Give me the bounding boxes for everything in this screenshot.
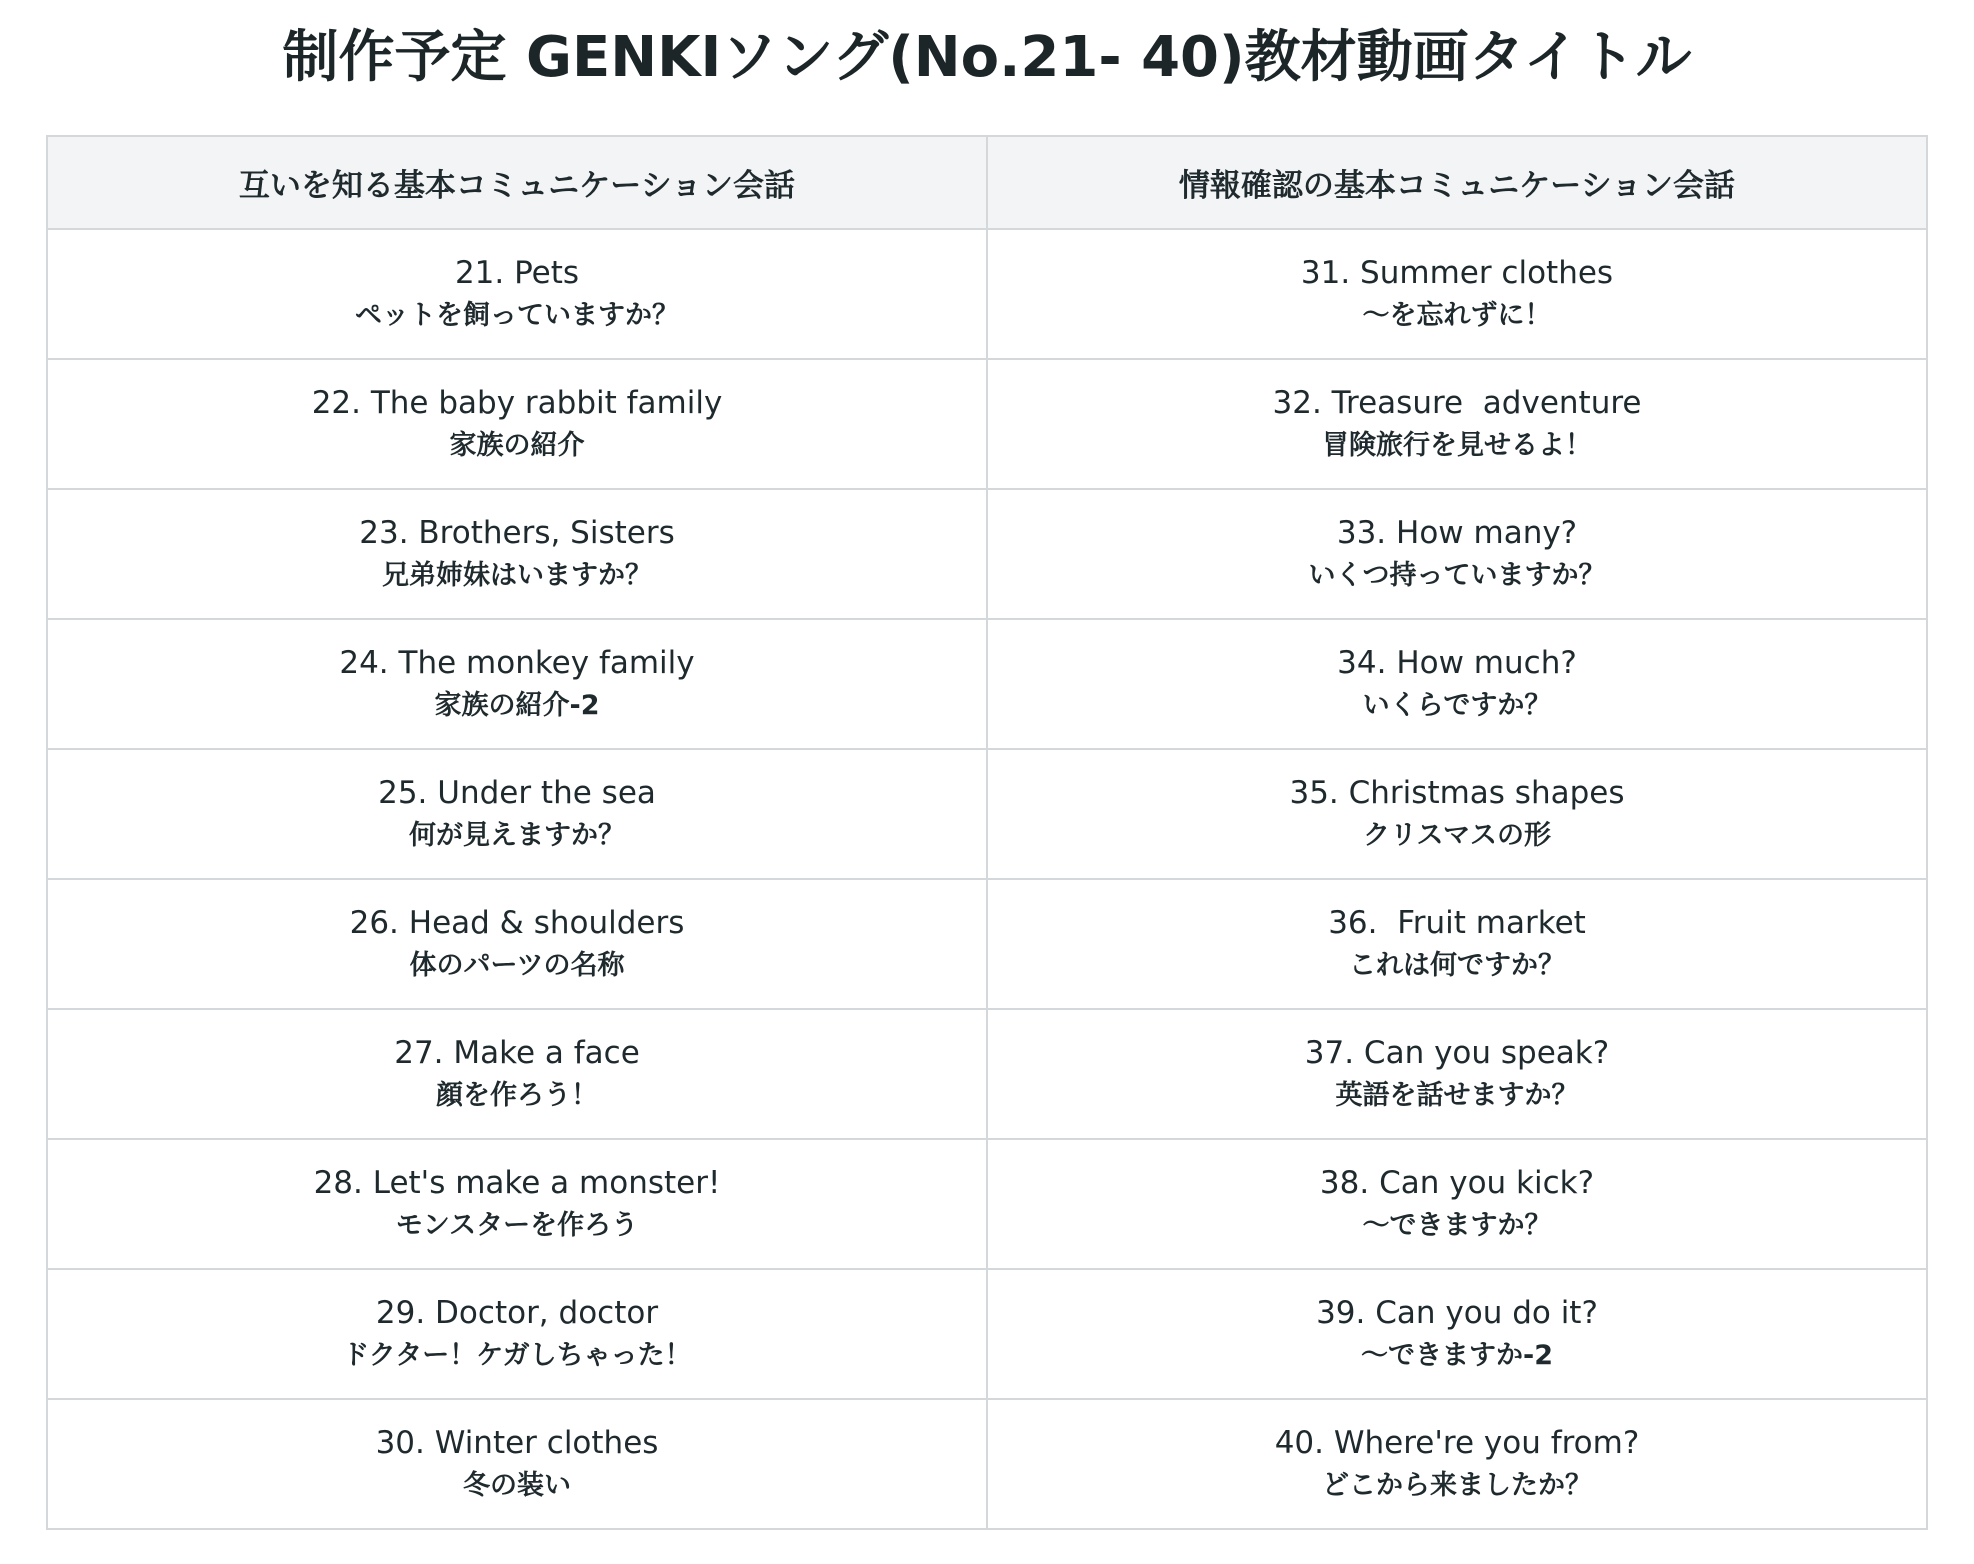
table-cell-left bbox=[47, 489, 987, 619]
table-cell-right bbox=[987, 229, 1927, 359]
song-subtitle: これは何ですか？ bbox=[1349, 950, 1565, 981]
table-cell-left bbox=[47, 229, 987, 359]
song-subtitle: 何が見えますか？ bbox=[409, 820, 625, 851]
song-title: 22. The baby rabbit family bbox=[311, 385, 723, 421]
table-row bbox=[47, 619, 1927, 749]
song-title: 34. How much? bbox=[1337, 645, 1577, 681]
song-subtitle: いくつ持っていますか？ bbox=[1308, 560, 1606, 591]
song-title: 33. How many? bbox=[1336, 515, 1578, 551]
table-row bbox=[47, 749, 1927, 879]
song-subtitle: 家族の紹介 bbox=[449, 430, 585, 461]
song-subtitle: 〜できますか？ bbox=[1362, 1210, 1552, 1241]
table-cell-left bbox=[47, 619, 987, 749]
song-subtitle: クリスマスの形 bbox=[1363, 820, 1551, 851]
song-title: 32. Treasure adventure bbox=[1272, 385, 1642, 421]
table-cell-right bbox=[987, 749, 1927, 879]
song-subtitle: 冒険旅行を見せるよ！ bbox=[1322, 430, 1592, 461]
table-cell-left bbox=[47, 1269, 987, 1399]
song-subtitle: 冬の装い bbox=[463, 1470, 571, 1501]
song-subtitle: ドクター！ケガしちゃった！ bbox=[342, 1340, 692, 1371]
song-subtitle: いくらですか？ bbox=[1362, 690, 1552, 721]
song-subtitle: ペットを飼っていますか？ bbox=[355, 300, 679, 331]
table-cell-left bbox=[47, 1139, 987, 1269]
song-title: 31. Summer clothes bbox=[1300, 255, 1614, 291]
song-title: 30. Winter clothes bbox=[375, 1425, 659, 1461]
song-subtitle: 〜を忘れずに！ bbox=[1362, 300, 1552, 331]
table-header-row bbox=[47, 136, 1927, 229]
table-cell-right bbox=[987, 489, 1927, 619]
song-title: 21. Pets bbox=[454, 255, 580, 291]
song-subtitle: モンスターを作ろう bbox=[395, 1210, 639, 1241]
song-title: 25. Under the sea bbox=[378, 775, 656, 811]
table-cell-right bbox=[987, 1009, 1927, 1139]
table-cell-left bbox=[47, 1399, 987, 1529]
song-subtitle: どこから来ましたか？ bbox=[1322, 1470, 1592, 1501]
table-row bbox=[47, 489, 1927, 619]
table-cell-left bbox=[47, 359, 987, 489]
table-cell-right bbox=[987, 359, 1927, 489]
song-title: 39. Can you do it? bbox=[1316, 1295, 1598, 1331]
song-title: 40. Where're you from? bbox=[1274, 1425, 1640, 1461]
song-title: 24. The monkey family bbox=[339, 645, 695, 681]
table-cell-left bbox=[47, 879, 987, 1009]
song-title: 27. Make a face bbox=[394, 1035, 640, 1071]
song-title: 38. Can you kick? bbox=[1319, 1165, 1595, 1201]
table-cell-right bbox=[987, 619, 1927, 749]
table-row bbox=[47, 1399, 1927, 1529]
table-cell-right bbox=[987, 1399, 1927, 1529]
song-title: 28. Let's make a monster! bbox=[313, 1165, 721, 1201]
table-cell-left bbox=[47, 749, 987, 879]
song-subtitle: 英語を話せますか？ bbox=[1335, 1080, 1579, 1111]
song-subtitle: 兄弟姉妹はいますか？ bbox=[382, 560, 652, 591]
table-row bbox=[47, 1139, 1927, 1269]
song-title-table bbox=[46, 135, 1928, 1530]
table-cell-right bbox=[987, 1269, 1927, 1399]
table-cell-left bbox=[47, 1009, 987, 1139]
table-cell-right bbox=[987, 879, 1927, 1009]
column-header-mutual-understanding: 互いを知る基本コミュニケーション会話 bbox=[47, 136, 987, 229]
song-subtitle: 家族の紹介-2 bbox=[434, 690, 600, 721]
table-row bbox=[47, 1009, 1927, 1139]
song-title: 26. Head & shoulders bbox=[349, 905, 685, 941]
song-subtitle: 体のパーツの名称 bbox=[409, 950, 625, 981]
song-subtitle: 顔を作ろう！ bbox=[436, 1080, 598, 1111]
song-subtitle: 〜できますか-2 bbox=[1361, 1340, 1553, 1371]
table-row bbox=[47, 229, 1927, 359]
song-title: 29. Doctor, doctor bbox=[375, 1295, 659, 1331]
table-row bbox=[47, 1269, 1927, 1399]
table-row bbox=[47, 879, 1927, 1009]
song-title: 37. Can you speak? bbox=[1304, 1035, 1610, 1071]
song-title: 23. Brothers, Sisters bbox=[359, 515, 675, 551]
song-title: 35. Christmas shapes bbox=[1289, 775, 1625, 811]
column-header-information-check: 情報確認の基本コミュニケーション会話 bbox=[987, 136, 1927, 229]
table-row bbox=[47, 359, 1927, 489]
table-cell-right bbox=[987, 1139, 1927, 1269]
song-title: 36. Fruit market bbox=[1328, 905, 1586, 941]
page-title: 制作予定 GENKIソング(No.21- 40)教材動画タイトル bbox=[282, 25, 1692, 90]
